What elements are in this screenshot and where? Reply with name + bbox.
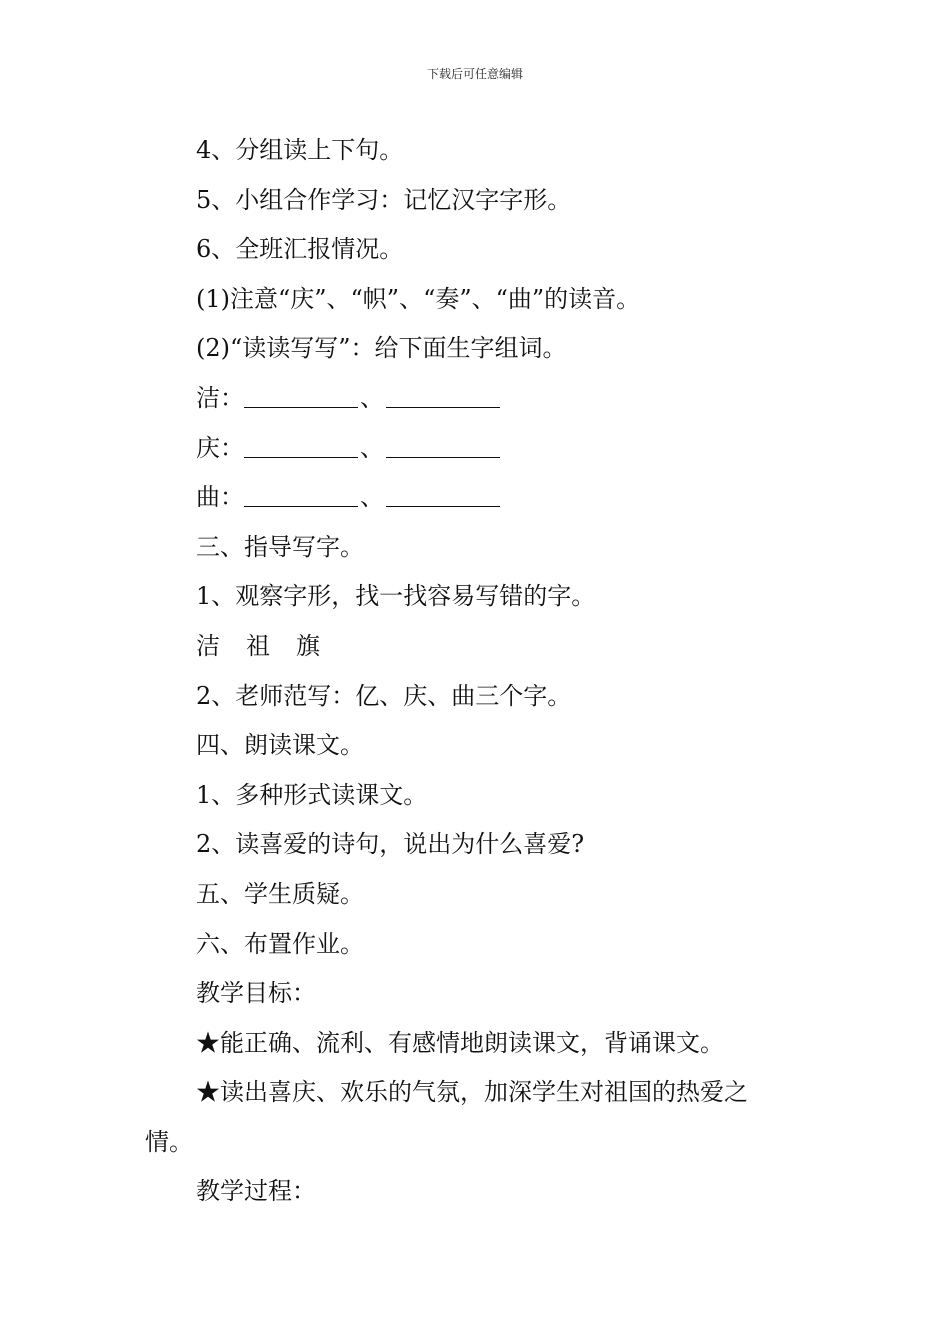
exercise-char-label: 庆： [196, 433, 244, 462]
document-body [0, 130, 950, 1221]
fill-blank [244, 480, 358, 507]
page-header: 下载后可任意编辑 [426, 67, 523, 81]
goal-item-continued: 情。 [145, 1127, 193, 1156]
fill-blank [386, 480, 500, 507]
text-line: 1、多种形式读课文。 [196, 780, 428, 809]
fill-blank [244, 381, 358, 408]
separator: 、 [360, 483, 384, 512]
text-line: (2)“读读写写”：给下面生字组词。 [196, 334, 567, 363]
word-exercise-row [0, 428, 950, 478]
text-line: 5、小组合作学习：记忆汉字字形。 [196, 185, 572, 214]
text-line: (1)注意“庆”、“帜”、“奏”、“曲”的读音。 [196, 284, 641, 313]
character: 洁 [196, 631, 220, 660]
subsection-heading: 教学目标： [196, 979, 316, 1008]
goal-item: ★能正确、流利、有感情地朗读课文，背诵课文。 [196, 1028, 724, 1057]
text-line: 2、读喜爱的诗句，说出为什么喜爱? [196, 830, 585, 859]
text-line: 2、老师范写：亿、庆、曲三个字。 [196, 681, 572, 710]
fill-blank [386, 381, 500, 408]
text-line: 1、观察字形，找一找容易写错的字。 [196, 582, 596, 611]
section-heading: 三、指导写字。 [196, 532, 364, 561]
section-heading: 四、朗读课文。 [196, 731, 364, 760]
separator: 、 [360, 383, 384, 412]
fill-blank [244, 431, 358, 458]
exercise-char-label: 曲： [196, 483, 244, 512]
text-line: 4、分组读上下句。 [196, 136, 404, 164]
separator: 、 [360, 433, 384, 462]
exercise-char-label: 洁： [196, 383, 244, 412]
section-heading: 五、学生质疑。 [196, 879, 364, 908]
word-exercise-row [0, 378, 950, 428]
goal-item: ★读出喜庆、欢乐的气氛，加深学生对祖国的热爱之 [196, 1078, 748, 1107]
character: 旗 [296, 631, 320, 660]
text-line: 6、全班汇报情况。 [196, 235, 404, 264]
section-heading: 六、布置作业。 [196, 929, 364, 958]
word-exercise-row [0, 477, 950, 527]
character: 祖 [246, 631, 270, 660]
subsection-heading: 教学过程： [196, 1177, 316, 1206]
character-list [0, 626, 950, 676]
fill-blank [386, 431, 500, 458]
